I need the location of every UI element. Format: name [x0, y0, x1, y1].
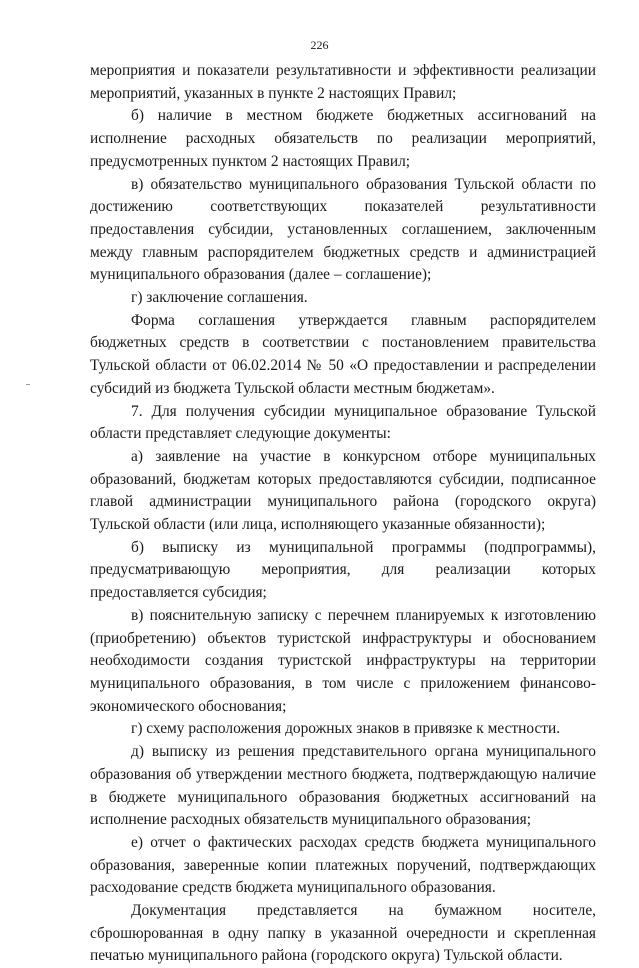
page-number: 226	[310, 38, 329, 52]
paragraph: б) выписку из муниципальной программы (подпрограммы), предусматривающую мероприятия, для реализации которых предоставляется субсидия;	[90, 538, 596, 602]
paragraph: в) обязательство муниципального образования Тульской области по достижению соответствующих показателей результативности предоставления субсидии, установленных соглашением, заключенным между главным распорядителем бюджетных средств и администрацией муниципального образования (далее – соглашение);	[90, 175, 596, 284]
paragraph: е) отчет о фактических расходах средств бюджета муниципального образования, заверенные копии платежных поручений, подтверждающих расходование средств бюджета муниципального образования.	[90, 833, 596, 897]
paragraph: Документация представляется на бумажном носителе, сброшюрованная в одну папку в указанной очередности и скрепленная печатью муниципального района (городского округа) Тульской области.	[90, 902, 596, 965]
paragraph: д) выписку из решения представительного органа муниципального образования об утверждении местного бюджета, подтверждающую наличие в бюджете муниципального образования бюджетных ассигнований на исполнение расходных обязательств муниципального образования;	[90, 743, 596, 829]
paragraph: мероприятия и показатели результативности и эффективности реализации мероприятий, указанных в пункте 2 настоящих Правил;	[90, 62, 596, 102]
paragraph: Форма соглашения утверждается главным распорядителем бюджетных средств в соответствии с постановлением правительства Тульской области от 06.02.2014 № 50 «О предоставлении и распределении субсидий из бюджета Тульской области местным бюджетам».	[90, 311, 596, 397]
document-body	[90, 60, 596, 968]
paragraph: а) заявление на участие в конкурсном отборе муниципальных образований, бюджетам которых предоставляются субсидии, подписанное главой администрации муниципального района (городского округа) Тульской области (или лица, исполняющего указанные обязанности);	[90, 447, 596, 534]
paragraph: б) наличие в местном бюджете бюджетных ассигнований на исполнение расходных обязательств по реализации мероприятий, предусмотренных пунктом 2 настоящих Правил;	[90, 107, 596, 170]
paragraph: 7. Для получения субсидии муниципальное образование Тульской области представляет следующие документы:	[90, 402, 596, 443]
paragraph: г) схему расположения дорожных знаков в привязке к местности.	[131, 720, 561, 738]
paragraph: в) пояснительную записку с перечнем планируемых к изготовлению (приобретению) объектов туристской инфраструктуры и обоснованием необходимости создания туристской инфраструктуры на территории муниципального образования, в том числе с приложением финансово-экономического обоснования;	[90, 606, 596, 715]
margin-mark	[26, 384, 30, 385]
paragraph: г) заключение соглашения.	[131, 289, 308, 307]
